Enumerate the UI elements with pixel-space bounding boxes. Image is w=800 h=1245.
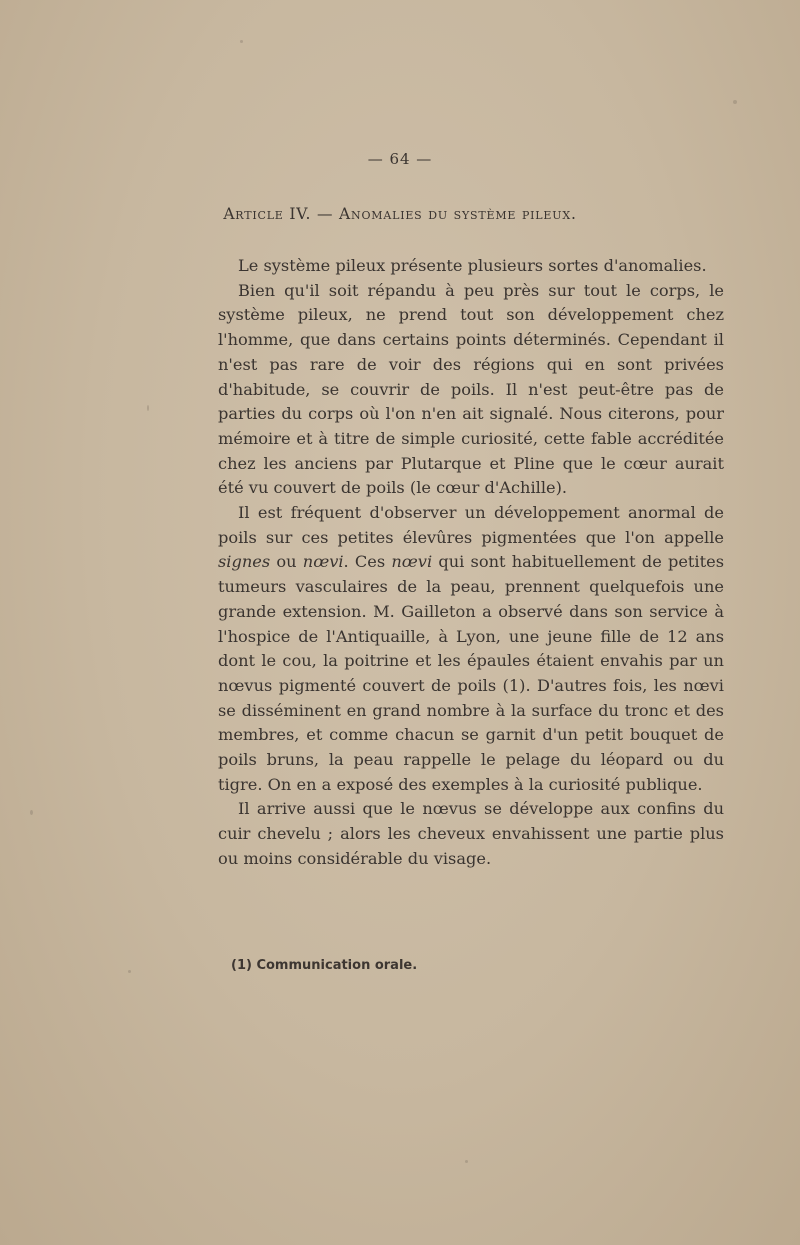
paper-speck — [240, 40, 243, 43]
paragraph-text: . Ces — [343, 552, 392, 572]
paper-speck — [147, 405, 149, 411]
italic-term: nœvi — [302, 552, 344, 572]
paragraph — [218, 254, 724, 279]
page-number: — 64 — — [367, 150, 433, 168]
paragraph — [218, 797, 724, 871]
paragraph-text: Il arrive aussi que le nœvus se développe aux confins du cuir chevelu ; alors les cheveux envahissent une partie plus ou moins considérable du visage. — [218, 799, 724, 868]
italic-term: signes — [218, 552, 271, 572]
paragraph-text: ou — [270, 552, 303, 572]
paragraph — [218, 501, 724, 797]
paragraph-text: Bien qu'il soit répandu à peu près sur tout le corps, le système pileux, ne prend tout son développement chez l'homme, que dans certains points déterminés. Cependant il n'est pas rare de voir des régions qui en sont privées d'habitude, se couvrir de poils. Il n'est peut-être pas de parties du corps où l'on n'en ait signalé. Nous citerons, pour mémoire et à titre de simple curiosité, cette fable accréditée chez les anciens par Plutarque et Pline que le cœur aurait été vu couvert de poils (le cœur d'Achille). — [218, 280, 724, 498]
paragraph-text: qui sont habituellement de petites tumeurs vasculaires de la peau, prennent quelquefois une grande extension. M. Gailleton a observé dans son service à l'hospice de l'Antiquaille, à Lyon, une jeune fille de 12 ans dont le cou, la poitrine et les épaules étaient envahis par un nœvus pigmenté couvert de poils (1). D'autres fois, les nœvi se disséminent en grand nombre à la surface du tronc et des membres, et comme chacun se garnit d'un petit bouquet de poils bruns, la peau rappelle le pelage du léopard ou du tigre. On en a exposé des exemples à la curiosité publique. — [218, 552, 724, 794]
section-title: Article IV. — Anomalies du système pileux. — [223, 205, 577, 223]
paragraph-text: Il est fréquent d'observer un développement anormal de poils sur ces petites élevûres pigmentées que l'on appelle — [218, 503, 724, 547]
italic-term: nœvi — [391, 552, 433, 572]
body-text — [218, 254, 724, 872]
paper-speck — [30, 810, 33, 815]
paper-speck — [733, 100, 737, 104]
footnote: (1) Communication orale. — [231, 958, 418, 973]
paragraph — [218, 279, 724, 501]
paragraph-text: Le système pileux présente plusieurs sortes d'anomalies. — [238, 256, 707, 275]
paper-speck — [128, 970, 131, 973]
paper-speck — [465, 1160, 468, 1163]
